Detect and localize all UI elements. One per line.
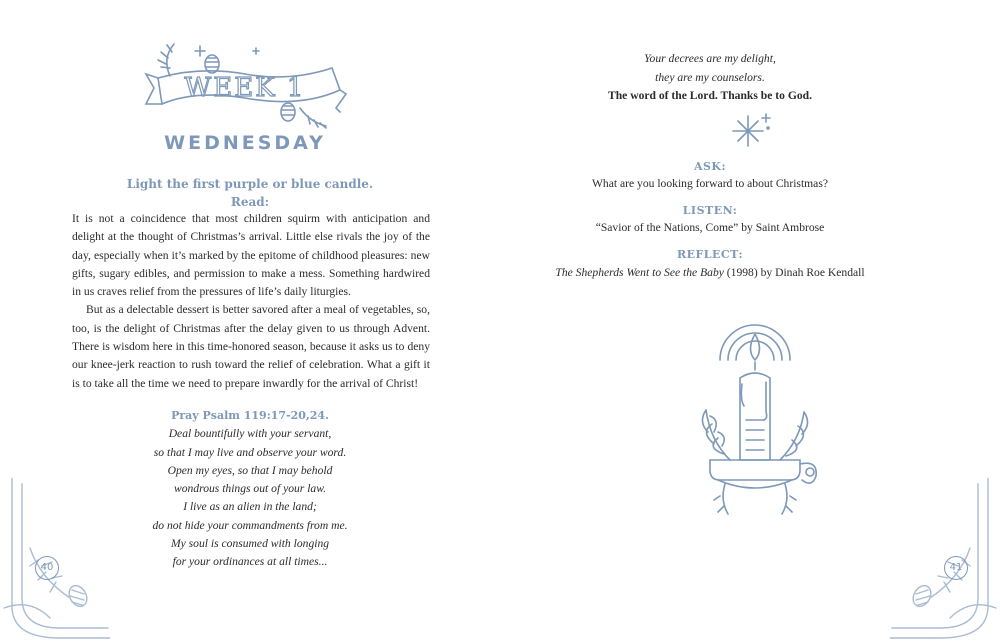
psalm-line: do not hide your commandments from me. <box>152 518 348 532</box>
verse-line: they are my counselors. <box>655 70 765 84</box>
listen-label: LISTEN: <box>682 204 738 217</box>
reading-text <box>72 210 430 393</box>
artwork-title: The Shepherds Went to See the Baby <box>555 266 724 279</box>
sparkle-icon <box>728 110 774 150</box>
page-number-right: 41 <box>944 556 968 580</box>
ask-text: What are you looking forward to about Christmas? <box>591 177 828 190</box>
pray-label: Pray Psalm 119:17-20,24. <box>171 409 329 422</box>
psalm-line: My soul is consumed with longing <box>170 537 330 551</box>
listen-text: “Savior of the Nations, Come” by Saint Ambrose <box>595 221 825 234</box>
reading-paragraph-2: But as a delectable dessert is better savored after a meal of vegetables, so, too, is the delight of Christmas after the delay given to us through Advent. There is wisdom here in this time-honored season, because it asks us to deny our knee-jerk reaction to rush toward the relief of celebration. What a gift it is to take all the time we need to prepare inwardly for the arrival of Christ! <box>72 303 430 390</box>
reflect-label: REFLECT: <box>676 248 744 261</box>
reading-paragraph-1: It is not a coincidence that most children squirm with anticipation and delight at the thought of Christmas’s arrival. Little else rivals the joy of the day, especially when it’s marked by the epitome of childhood pleasures: new gifts, sugary edibles, and permission to make a mess. Something hardwired in us craves relief from the pressures of life’s daily liturgies. <box>72 212 430 299</box>
artwork-credit: (1998) by Dinah Roe Kendall <box>723 266 865 279</box>
psalm-line: so that I may live and observe your word. <box>153 445 347 459</box>
psalm-line: I live as an alien in the land; <box>183 500 317 514</box>
banner-text: WEEK 1 <box>184 73 306 103</box>
psalm-line: for your ordinances at all times... <box>172 555 328 569</box>
ask-label: ASK: <box>693 160 727 173</box>
psalm-block <box>90 407 410 572</box>
week-banner-ornament <box>140 38 350 138</box>
weekday-title: WEDNESDAY <box>164 132 326 154</box>
week-banner <box>140 38 350 138</box>
psalm-line: Deal bountifully with your servant, <box>168 427 332 441</box>
reflect-text <box>520 266 900 279</box>
verse-line: Your decrees are my delight, <box>644 52 776 65</box>
psalm-line: wondrous things out of your law. <box>173 482 327 496</box>
candle-illustration <box>680 300 830 530</box>
liturgical-response: The word of the Lord. Thanks be to God. <box>607 89 812 102</box>
candle-instruction: Light the first purple or blue candle. <box>126 177 374 191</box>
psalm-line: Open my eyes, so that I may behold <box>167 463 333 477</box>
page-number-left: 40 <box>35 556 59 580</box>
closing-verse <box>560 50 860 106</box>
read-label: Read: <box>230 195 270 209</box>
